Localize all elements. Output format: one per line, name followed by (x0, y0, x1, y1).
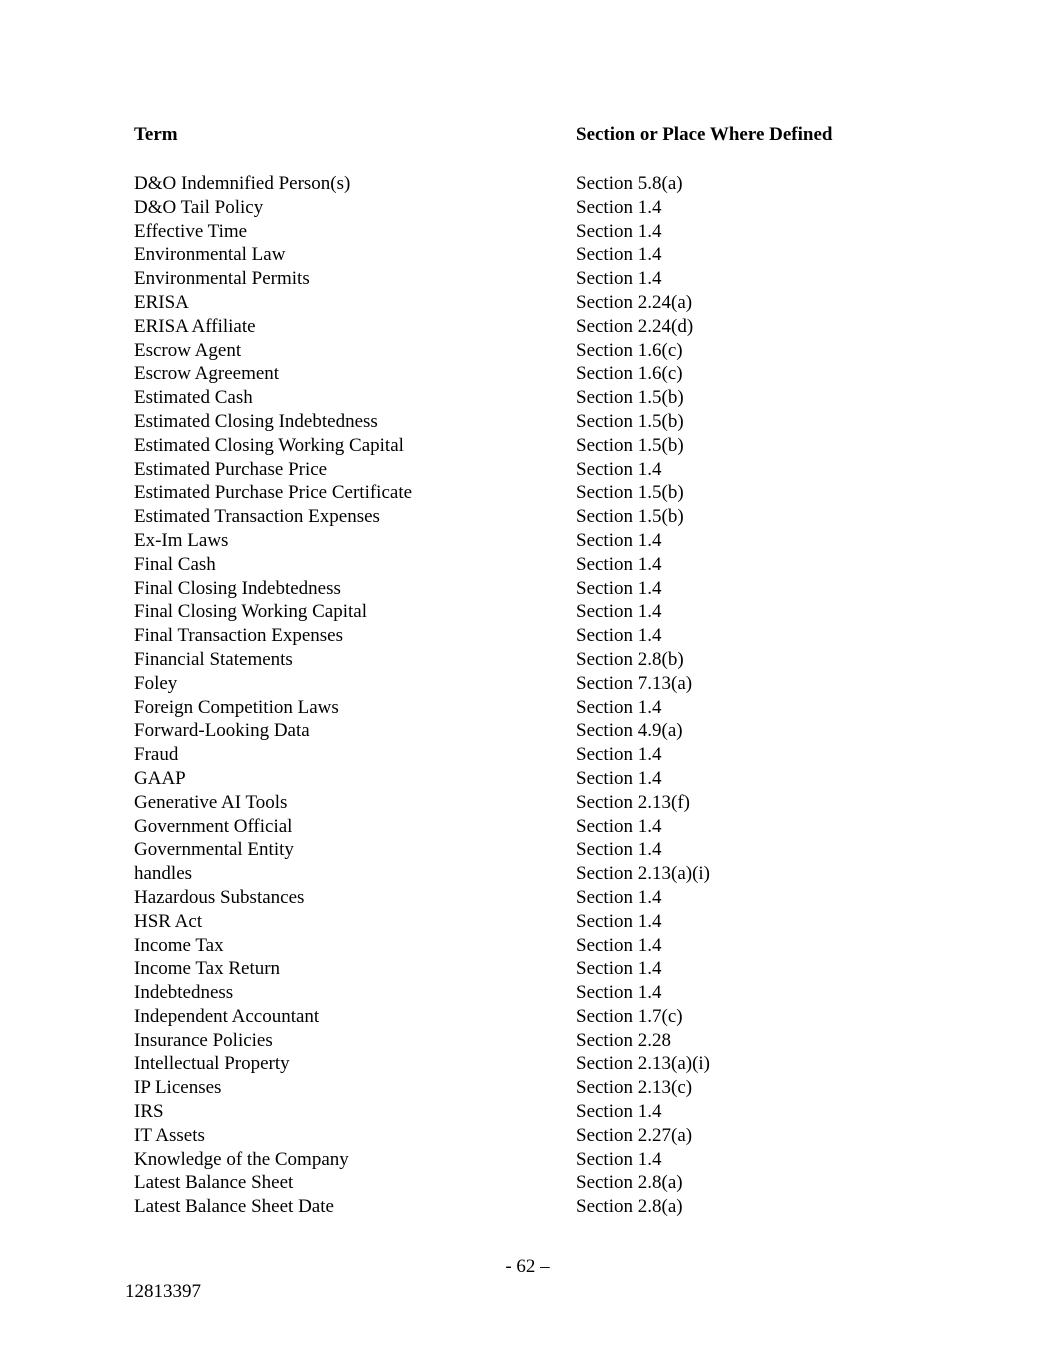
section-reference: Section 2.13(a)(i) (576, 863, 711, 885)
defined-term: IT Assets (134, 1124, 205, 1146)
defined-term: Final Transaction Expenses (134, 625, 343, 647)
section-reference: Section 1.4 (576, 577, 662, 599)
defined-term: D&O Tail Policy (134, 196, 264, 218)
defined-term: IP Licenses (134, 1077, 222, 1099)
term-column-header: Term (134, 124, 178, 145)
definition-row (134, 719, 934, 743)
definition-row (134, 315, 934, 339)
definition-row (134, 172, 934, 196)
section-reference: Section 1.4 (576, 553, 662, 575)
definition-row (134, 220, 934, 244)
section-reference: Section 2.24(d) (576, 315, 694, 337)
definition-row (134, 981, 934, 1005)
section-reference: Section 2.8(b) (576, 648, 684, 670)
definition-row (134, 1171, 934, 1195)
section-reference: Section 1.6(c) (576, 363, 683, 385)
definition-row (134, 1100, 934, 1124)
section-column-header: Section or Place Where Defined (576, 124, 833, 145)
defined-term: handles (134, 863, 193, 885)
defined-term: ERISA Affiliate (134, 315, 256, 337)
section-reference: Section 1.4 (576, 815, 662, 837)
definition-row (134, 1148, 934, 1172)
definition-row (134, 267, 934, 291)
defined-term: Estimated Cash (134, 387, 253, 409)
section-reference: Section 7.13(a) (576, 672, 693, 694)
defined-term: ERISA (134, 291, 189, 313)
definition-row (134, 838, 934, 862)
definition-row (134, 243, 934, 267)
section-reference: Section 1.4 (576, 934, 662, 956)
definition-row (134, 910, 934, 934)
defined-term: Escrow Agreement (134, 363, 280, 385)
definition-row (134, 1005, 934, 1029)
defined-term: HSR Act (134, 910, 203, 932)
section-reference: Section 2.27(a) (576, 1124, 693, 1146)
defined-term: Insurance Policies (134, 1029, 273, 1051)
page-number: - 62 – (505, 1256, 550, 1277)
definition-row (134, 957, 934, 981)
defined-term: Final Closing Indebtedness (134, 577, 341, 599)
defined-term: Estimated Purchase Price (134, 458, 328, 480)
defined-term: Independent Accountant (134, 1005, 320, 1027)
definition-row (134, 767, 934, 791)
section-reference: Section 1.5(b) (576, 434, 684, 456)
section-reference: Section 2.8(a) (576, 1172, 683, 1194)
section-reference: Section 1.4 (576, 839, 662, 861)
section-reference: Section 1.4 (576, 910, 662, 932)
section-reference: Section 1.4 (576, 1148, 662, 1170)
defined-term: IRS (134, 1101, 164, 1123)
defined-term: Estimated Closing Working Capital (134, 434, 404, 456)
section-reference: Section 4.9(a) (576, 720, 683, 742)
definition-row (134, 886, 934, 910)
definition-row (134, 529, 934, 553)
section-reference: Section 1.5(b) (576, 482, 684, 504)
section-reference: Section 1.4 (576, 767, 662, 789)
defined-term: Knowledge of the Company (134, 1148, 349, 1170)
defined-term: Forward-Looking Data (134, 720, 310, 742)
defined-term: Estimated Closing Indebtedness (134, 410, 378, 432)
defined-term: Estimated Purchase Price Certificate (134, 482, 413, 504)
definition-row (134, 1124, 934, 1148)
definition-row (134, 410, 934, 434)
definition-row (134, 1029, 934, 1053)
defined-term: Intellectual Property (134, 1053, 290, 1075)
definition-row (134, 696, 934, 720)
defined-term: Effective Time (134, 220, 248, 242)
section-reference: Section 5.8(a) (576, 173, 683, 194)
defined-term: Latest Balance Sheet Date (134, 1196, 334, 1218)
section-reference: Section 1.4 (576, 744, 662, 766)
section-reference: Section 1.4 (576, 696, 662, 718)
definition-row (134, 815, 934, 839)
defined-term: GAAP (134, 767, 186, 789)
section-reference: Section 1.4 (576, 601, 662, 623)
defined-term: Final Closing Working Capital (134, 601, 367, 623)
definition-row (134, 291, 934, 315)
definition-row (134, 458, 934, 482)
definition-row (134, 577, 934, 601)
defined-term: Environmental Law (134, 244, 286, 266)
section-reference: Section 1.6(c) (576, 339, 683, 361)
section-reference: Section 1.7(c) (576, 1005, 683, 1027)
section-reference: Section 2.28 (576, 1029, 671, 1051)
defined-term: Governmental Entity (134, 839, 294, 861)
definition-row (134, 386, 934, 410)
definition-row (134, 553, 934, 577)
defined-term: Environmental Permits (134, 268, 310, 290)
definition-row (134, 600, 934, 624)
definitions-list (134, 172, 934, 1219)
section-reference: Section 1.4 (576, 982, 662, 1004)
defined-term: Escrow Agent (134, 339, 242, 361)
section-reference: Section 2.8(a) (576, 1196, 683, 1218)
defined-term: Estimated Transaction Expenses (134, 506, 380, 528)
defined-term: Fraud (134, 744, 179, 766)
section-reference: Section 2.13(c) (576, 1077, 693, 1099)
section-reference: Section 1.4 (576, 244, 662, 266)
definition-row (134, 862, 934, 886)
section-reference: Section 1.4 (576, 958, 662, 980)
defined-term: Ex-Im Laws (134, 529, 229, 551)
defined-term: Latest Balance Sheet (134, 1172, 294, 1194)
definition-row (134, 1195, 934, 1219)
section-reference: Section 1.4 (576, 268, 662, 290)
section-reference: Section 1.4 (576, 458, 662, 480)
definition-row (134, 196, 934, 220)
section-reference: Section 1.4 (576, 196, 662, 218)
defined-term: Foreign Competition Laws (134, 696, 339, 718)
definition-row (134, 505, 934, 529)
definition-row (134, 624, 934, 648)
section-reference: Section 2.13(f) (576, 791, 690, 813)
section-reference: Section 1.5(b) (576, 387, 684, 409)
section-reference: Section 1.4 (576, 886, 662, 908)
table-header (134, 124, 934, 150)
definition-row (134, 434, 934, 458)
defined-term: D&O Indemnified Person(s) (134, 173, 351, 194)
definition-row (134, 339, 934, 363)
section-reference: Section 2.13(a)(i) (576, 1053, 711, 1075)
section-reference: Section 1.4 (576, 220, 662, 242)
definition-row (134, 743, 934, 767)
definition-row (134, 791, 934, 815)
defined-term: Indebtedness (134, 982, 234, 1004)
section-reference: Section 1.4 (576, 1101, 662, 1123)
section-reference: Section 1.4 (576, 529, 662, 551)
section-reference: Section 2.24(a) (576, 291, 693, 313)
section-reference: Section 1.4 (576, 625, 662, 647)
definition-row (134, 362, 934, 386)
definition-row (134, 934, 934, 958)
definition-row (134, 648, 934, 672)
defined-term: Hazardous Substances (134, 886, 305, 908)
section-reference: Section 1.5(b) (576, 506, 684, 528)
defined-term: Final Cash (134, 553, 216, 575)
defined-term: Financial Statements (134, 648, 293, 670)
definition-row (134, 1052, 934, 1076)
definition-row (134, 672, 934, 696)
defined-term: Foley (134, 672, 178, 694)
section-reference: Section 1.5(b) (576, 410, 684, 432)
definition-row (134, 1076, 934, 1100)
defined-term: Income Tax (134, 934, 224, 956)
defined-term: Income Tax Return (134, 958, 281, 980)
defined-term: Government Official (134, 815, 293, 837)
definition-row (134, 481, 934, 505)
document-id: 12813397 (125, 1281, 201, 1302)
defined-term: Generative AI Tools (134, 791, 288, 813)
